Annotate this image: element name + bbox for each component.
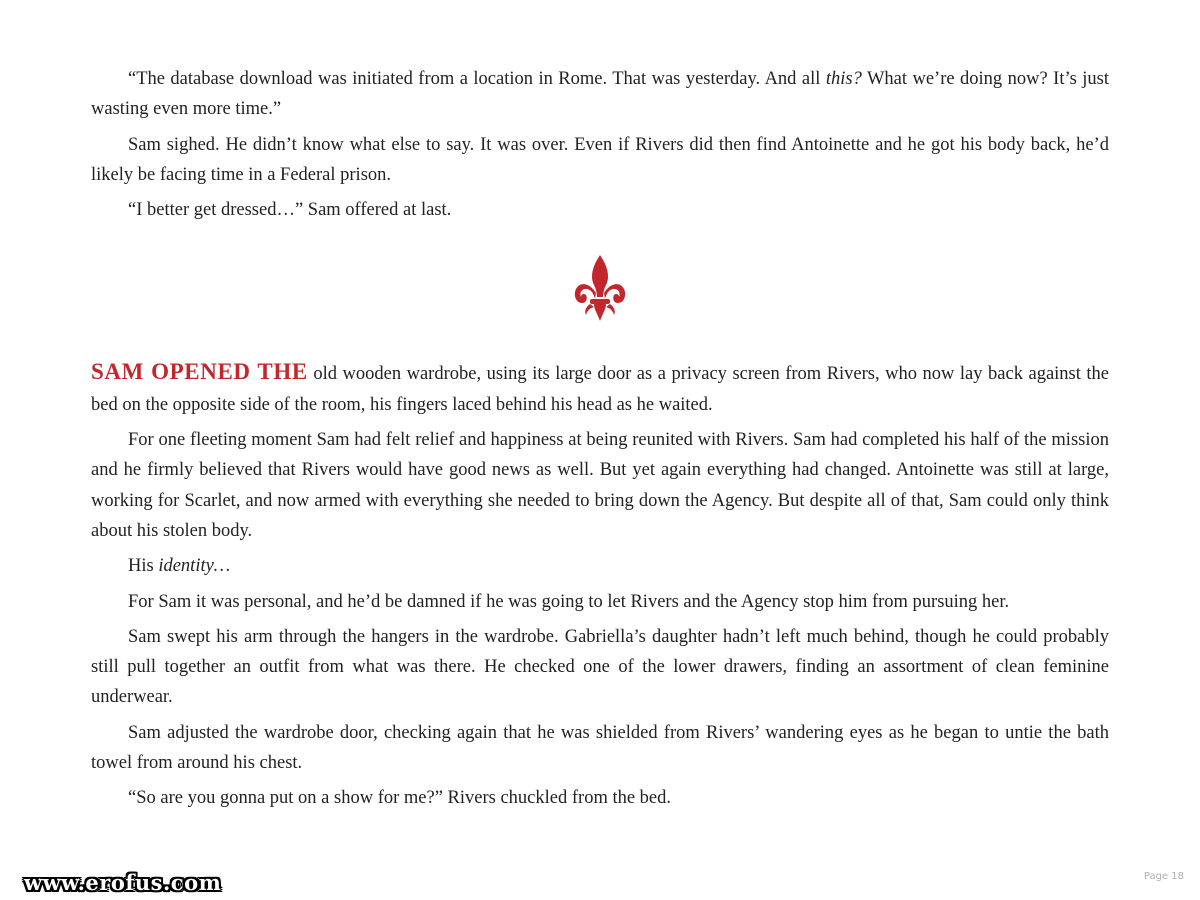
fleur-de-lis-icon (570, 253, 630, 323)
paragraph-text: old wooden wardrobe, using its large door as a privacy screen from Rivers, who now lay back against the bed on the opposite side of the room, his fingers laced behind his head as he waited. (91, 364, 1110, 415)
page-number: Page 18 (1143, 871, 1184, 882)
paragraph-text: “The database download was initiated from a location in Rome. That was yesterday. And all (128, 69, 826, 89)
paragraph-show-for-me: “So are you gonna put on a show for me?” Rivers chuckled from the bed. (128, 788, 672, 809)
section-opening-paragraph (91, 357, 1109, 420)
paragraph-text: His (128, 556, 159, 577)
paragraph-fleeting-moment: For one fleeting moment Sam had felt relief and happiness at being reunited with Rivers. Sam had completed his half of the mission and he firmly believed that Rivers would have good news as well. But yet again everything had changed. Antoinette was still at large, working for Scarlet, and now armed with everything she needed to bring down the Agency. But despite all of that, Sam could only think about his stolen body. (91, 430, 1109, 541)
paragraph-wardrobe-door: Sam adjusted the wardrobe door, checking again that he was shielded from Rivers’ wandering eyes as he began to untie the bath towel from around his chest. (91, 722, 1109, 774)
paragraph-get-dressed: “I better get dressed…” Sam offered at last. (128, 200, 452, 221)
lead-in-caps: SAM OPENED THE (91, 359, 308, 385)
paragraph-text: What we’re doing now? It’s just wasting even more time.” (91, 69, 1109, 120)
paragraph-sam-sighed: Sam sighed. He didn’t know what else to say. It was over. Even if Rivers did then find Antoinette and he got his body back, he’d likely be facing time in a Federal prison. (91, 134, 1109, 185)
paragraph-database (91, 64, 1109, 125)
emphasis-text: this? (825, 69, 862, 89)
paragraph-his-identity (91, 551, 1109, 581)
emphasis-text: identity… (158, 556, 231, 577)
paragraph-hangers: Sam swept his arm through the hangers in the wardrobe. Gabriella’s daughter hadn’t left much behind, though he could probably still pull together an outfit from what was there. He checked one of the lower drawers, finding an assortment of clean feminine underwear. (91, 626, 1109, 708)
site-watermark: www.erofus.com (24, 870, 222, 895)
paragraph-personal: For Sam it was personal, and he’d be damned if he was going to let Rivers and the Agency stop him from pursuing her. (128, 591, 1010, 612)
page-body (91, 64, 1109, 819)
